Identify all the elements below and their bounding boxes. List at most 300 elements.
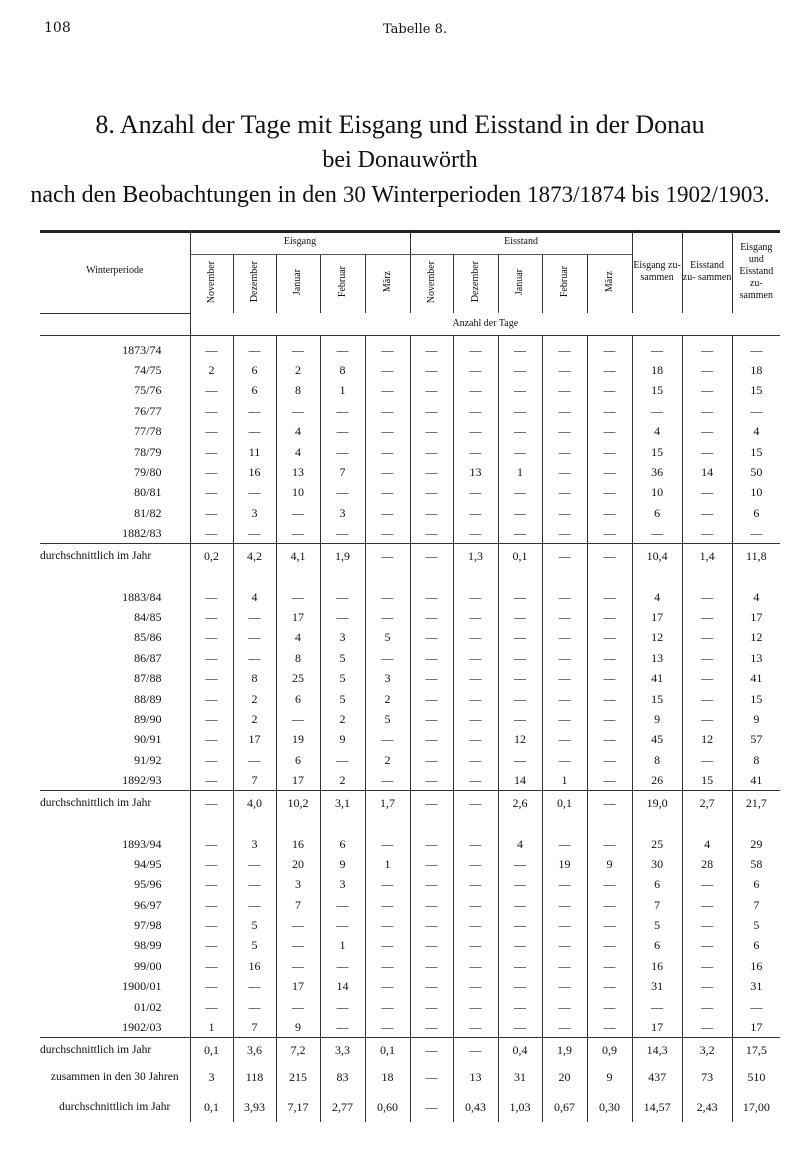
value-cell: — xyxy=(410,607,453,627)
header-both-total: Eisgang und Eisstand zu- sammen xyxy=(732,230,780,313)
value-cell: — xyxy=(542,709,587,729)
value-cell: — xyxy=(365,607,410,627)
value-cell: — xyxy=(453,607,498,627)
period-cell: 96/97 xyxy=(134,897,162,912)
value-cell: 1,4 xyxy=(682,544,732,569)
value-cell: 1 xyxy=(365,854,410,874)
value-cell: — xyxy=(498,668,542,688)
value-cell: — xyxy=(587,462,632,482)
value-cell: — xyxy=(498,482,542,502)
value-cell: 19 xyxy=(276,729,320,749)
value-cell: — xyxy=(190,709,233,729)
value-cell: — xyxy=(190,833,233,853)
value-cell: 19 xyxy=(542,854,587,874)
value-cell: 1 xyxy=(190,1017,233,1038)
value-cell: — xyxy=(587,627,632,647)
period-cell: 89/90 xyxy=(134,711,162,726)
value-cell: 7 xyxy=(320,462,365,482)
value-cell xyxy=(587,815,632,833)
value-cell: 15 xyxy=(632,441,682,461)
period-cell: 1900/01 xyxy=(122,979,162,994)
value-cell: — xyxy=(587,935,632,955)
value-cell: 9 xyxy=(632,709,682,729)
value-cell: — xyxy=(542,750,587,770)
value-cell: — xyxy=(542,380,587,400)
header-period: Winterperiode xyxy=(40,230,190,313)
value-cell: — xyxy=(682,380,732,400)
value-cell: 7,2 xyxy=(276,1038,320,1063)
value-cell: — xyxy=(587,668,632,688)
value-cell: 12 xyxy=(498,729,542,749)
value-cell: — xyxy=(410,1038,453,1063)
value-cell: 31 xyxy=(732,976,780,996)
header-eisgang-maerz xyxy=(365,255,410,314)
value-cell: 1,9 xyxy=(320,544,365,569)
value-cell: — xyxy=(453,976,498,996)
value-cell: — xyxy=(587,503,632,523)
value-cell: 0,9 xyxy=(587,1038,632,1063)
value-cell: — xyxy=(365,544,410,569)
value-cell: — xyxy=(190,874,233,894)
value-cell: — xyxy=(498,401,542,421)
value-cell: — xyxy=(365,874,410,894)
value-cell: — xyxy=(410,544,453,569)
period-cell: 85/86 xyxy=(134,630,162,645)
value-cell: 17 xyxy=(632,607,682,627)
value-cell: — xyxy=(453,729,498,749)
value-cell: — xyxy=(410,854,453,874)
value-cell: 13 xyxy=(453,1062,498,1092)
value-cell: — xyxy=(233,482,276,502)
value-cell: — xyxy=(276,503,320,523)
value-cell: 17 xyxy=(732,607,780,627)
table-row xyxy=(40,503,780,523)
value-cell: 6 xyxy=(732,503,780,523)
value-cell: — xyxy=(365,401,410,421)
value-cell: — xyxy=(276,586,320,606)
value-cell: — xyxy=(233,854,276,874)
value-cell: 10 xyxy=(276,482,320,502)
value-cell: — xyxy=(453,627,498,647)
value-cell: 4,0 xyxy=(233,791,276,816)
value-cell: 2,6 xyxy=(498,791,542,816)
value-cell: — xyxy=(542,421,587,441)
value-cell: — xyxy=(233,976,276,996)
value-cell: 15 xyxy=(732,441,780,461)
table-row xyxy=(40,586,780,606)
value-cell: 11 xyxy=(233,441,276,461)
value-cell: — xyxy=(682,482,732,502)
value-cell: — xyxy=(410,894,453,914)
value-cell: — xyxy=(587,750,632,770)
value-cell: 118 xyxy=(233,1062,276,1092)
value-cell: — xyxy=(453,709,498,729)
value-cell: 10 xyxy=(732,482,780,502)
value-cell: — xyxy=(453,1017,498,1038)
value-cell xyxy=(587,568,632,586)
value-cell: — xyxy=(587,976,632,996)
value-cell: 4 xyxy=(233,586,276,606)
value-cell: — xyxy=(632,335,682,360)
value-cell: — xyxy=(542,976,587,996)
value-cell: 17,00 xyxy=(732,1092,780,1122)
value-cell: — xyxy=(233,648,276,668)
value-cell: 16 xyxy=(732,956,780,976)
value-cell: 29 xyxy=(732,833,780,853)
month-label: November xyxy=(425,260,437,304)
value-cell: — xyxy=(365,421,410,441)
value-cell: 10 xyxy=(632,482,682,502)
value-cell: 16 xyxy=(233,956,276,976)
value-cell: 36 xyxy=(632,462,682,482)
value-cell: 12 xyxy=(632,627,682,647)
value-cell: — xyxy=(410,935,453,955)
value-cell xyxy=(233,815,276,833)
header-eisstand-november xyxy=(410,255,453,314)
value-cell: 13 xyxy=(453,462,498,482)
value-cell: — xyxy=(233,894,276,914)
value-cell: — xyxy=(410,503,453,523)
value-cell: 41 xyxy=(632,668,682,688)
month-label: März xyxy=(381,271,393,293)
value-cell: 2 xyxy=(233,688,276,708)
value-cell: 8 xyxy=(233,668,276,688)
period-cell: 1893/94 xyxy=(122,836,162,851)
value-cell: — xyxy=(682,441,732,461)
value-cell: — xyxy=(453,335,498,360)
value-cell: — xyxy=(276,935,320,955)
period-cell: 76/77 xyxy=(134,403,162,418)
value-cell: 3 xyxy=(233,833,276,853)
month-label: Dezember xyxy=(469,261,481,303)
value-cell: — xyxy=(682,360,732,380)
value-cell: — xyxy=(682,956,732,976)
value-cell: 4 xyxy=(632,586,682,606)
value-cell: — xyxy=(190,421,233,441)
value-cell: — xyxy=(587,688,632,708)
value-cell: — xyxy=(682,996,732,1016)
period-cell: 77/78 xyxy=(134,424,162,439)
value-cell: — xyxy=(682,627,732,647)
value-cell: — xyxy=(233,401,276,421)
value-cell: — xyxy=(587,894,632,914)
value-cell: — xyxy=(542,688,587,708)
value-cell xyxy=(276,815,320,833)
value-cell: 5 xyxy=(320,668,365,688)
value-cell: — xyxy=(190,854,233,874)
value-cell: 26 xyxy=(632,770,682,791)
value-cell: — xyxy=(632,523,682,544)
value-cell: — xyxy=(365,482,410,502)
value-cell: 437 xyxy=(632,1062,682,1092)
value-cell: — xyxy=(498,935,542,955)
value-cell: — xyxy=(320,401,365,421)
value-cell: — xyxy=(190,729,233,749)
value-cell xyxy=(233,568,276,586)
value-cell: — xyxy=(587,874,632,894)
value-cell: — xyxy=(453,668,498,688)
value-cell: — xyxy=(276,915,320,935)
value-cell: — xyxy=(732,335,780,360)
value-cell: 28 xyxy=(682,854,732,874)
value-cell: 7,17 xyxy=(276,1092,320,1122)
period-cell: 91/92 xyxy=(134,752,162,767)
value-cell xyxy=(190,568,233,586)
value-cell: 0,1 xyxy=(365,1038,410,1063)
table-body xyxy=(40,335,780,1122)
table-row xyxy=(40,1017,780,1038)
value-cell: 4 xyxy=(682,833,732,853)
value-cell: — xyxy=(320,523,365,544)
value-cell: — xyxy=(498,503,542,523)
period-cell: durchschnittlich im Jahr xyxy=(40,1038,190,1063)
value-cell: — xyxy=(682,1017,732,1038)
value-cell: 1 xyxy=(542,770,587,791)
value-cell: 3,2 xyxy=(682,1038,732,1063)
spacer-row xyxy=(40,568,780,586)
value-cell: 57 xyxy=(732,729,780,749)
value-cell xyxy=(453,568,498,586)
table-row xyxy=(40,627,780,647)
value-cell: — xyxy=(542,833,587,853)
header-eisstand-total: Eisstand zu- sammen xyxy=(682,230,732,313)
value-cell: — xyxy=(498,380,542,400)
value-cell: — xyxy=(542,503,587,523)
value-cell: — xyxy=(682,586,732,606)
value-cell: 16 xyxy=(632,956,682,976)
value-cell xyxy=(320,815,365,833)
value-cell: — xyxy=(190,441,233,461)
period-cell xyxy=(40,815,190,833)
value-cell: 17,5 xyxy=(732,1038,780,1063)
value-cell: 13 xyxy=(732,648,780,668)
value-cell: 20 xyxy=(276,854,320,874)
value-cell: — xyxy=(365,335,410,360)
value-cell: — xyxy=(365,770,410,791)
month-label: März xyxy=(603,271,615,293)
period-cell: 80/81 xyxy=(134,485,162,500)
value-cell: — xyxy=(453,1038,498,1063)
value-cell: 15 xyxy=(682,770,732,791)
value-cell: — xyxy=(542,482,587,502)
month-label: Januar xyxy=(292,268,303,296)
value-cell: — xyxy=(453,421,498,441)
title-text-b: Winterperioden xyxy=(365,182,528,208)
value-cell: — xyxy=(453,894,498,914)
period-cell: 88/89 xyxy=(134,691,162,706)
value-cell: — xyxy=(410,996,453,1016)
value-cell: — xyxy=(498,750,542,770)
value-cell: 17 xyxy=(276,607,320,627)
value-cell: — xyxy=(453,791,498,816)
value-cell: 3,3 xyxy=(320,1038,365,1063)
value-cell: 8 xyxy=(632,750,682,770)
value-cell: — xyxy=(233,607,276,627)
table-row xyxy=(40,421,780,441)
value-cell: 1 xyxy=(320,380,365,400)
period-cell: 1902/03 xyxy=(122,1020,162,1035)
value-cell: — xyxy=(410,462,453,482)
value-cell: 8 xyxy=(276,648,320,668)
value-cell: 2 xyxy=(320,770,365,791)
value-cell: — xyxy=(453,688,498,708)
value-cell: — xyxy=(498,874,542,894)
value-cell: 4,1 xyxy=(276,544,320,569)
value-cell: — xyxy=(453,770,498,791)
value-cell: — xyxy=(542,648,587,668)
value-cell: — xyxy=(498,360,542,380)
table-row xyxy=(40,441,780,461)
value-cell: — xyxy=(498,648,542,668)
value-cell: 9 xyxy=(320,729,365,749)
value-cell: — xyxy=(498,894,542,914)
value-cell: — xyxy=(365,503,410,523)
value-cell: — xyxy=(587,770,632,791)
table-row xyxy=(40,462,780,482)
value-cell: — xyxy=(682,915,732,935)
value-cell: — xyxy=(498,441,542,461)
value-cell: 215 xyxy=(276,1062,320,1092)
value-cell: — xyxy=(542,360,587,380)
value-cell: — xyxy=(498,586,542,606)
value-cell: 1,7 xyxy=(365,791,410,816)
header-eisgang-november xyxy=(190,255,233,314)
table-row xyxy=(40,894,780,914)
value-cell: — xyxy=(410,401,453,421)
value-cell: 4 xyxy=(498,833,542,853)
value-cell: — xyxy=(410,586,453,606)
value-cell: — xyxy=(320,441,365,461)
value-cell: — xyxy=(587,360,632,380)
title-text-d: bis xyxy=(625,182,666,208)
value-cell: — xyxy=(233,421,276,441)
value-cell: — xyxy=(190,956,233,976)
value-cell: — xyxy=(498,854,542,874)
value-cell: — xyxy=(233,750,276,770)
value-cell: 16 xyxy=(233,462,276,482)
value-cell: 12 xyxy=(682,729,732,749)
value-cell: — xyxy=(498,688,542,708)
value-cell: — xyxy=(542,915,587,935)
value-cell: — xyxy=(410,709,453,729)
value-cell: 1,9 xyxy=(542,1038,587,1063)
value-cell: 3,1 xyxy=(320,791,365,816)
value-cell: — xyxy=(453,854,498,874)
table-title-line-3 xyxy=(0,182,800,209)
value-cell: 0,2 xyxy=(190,544,233,569)
period-cell: zusammen in den 30 Jahren xyxy=(50,1070,179,1083)
value-cell: — xyxy=(587,996,632,1016)
value-cell: — xyxy=(542,668,587,688)
value-cell: — xyxy=(190,915,233,935)
value-cell xyxy=(365,815,410,833)
value-cell: — xyxy=(320,482,365,502)
value-cell: — xyxy=(682,688,732,708)
value-cell: — xyxy=(587,833,632,853)
value-cell: — xyxy=(453,956,498,976)
value-cell: 9 xyxy=(587,1062,632,1092)
period-cell: 79/80 xyxy=(134,465,162,480)
value-cell: — xyxy=(410,668,453,688)
value-cell: — xyxy=(453,360,498,380)
header-eisgang-februar xyxy=(320,255,365,314)
value-cell: — xyxy=(410,770,453,791)
value-cell: — xyxy=(276,401,320,421)
value-cell: — xyxy=(410,976,453,996)
value-cell: 6 xyxy=(276,750,320,770)
summary-row xyxy=(40,1092,780,1122)
value-cell xyxy=(498,568,542,586)
value-cell: — xyxy=(410,648,453,668)
value-cell: 5 xyxy=(365,709,410,729)
value-cell: — xyxy=(542,523,587,544)
value-cell: — xyxy=(190,586,233,606)
value-cell: — xyxy=(365,523,410,544)
value-cell xyxy=(410,815,453,833)
header-eisstand-dezember xyxy=(453,255,498,314)
value-cell: — xyxy=(233,874,276,894)
value-cell: — xyxy=(410,380,453,400)
value-cell xyxy=(542,568,587,586)
value-cell: — xyxy=(190,503,233,523)
value-cell: 6 xyxy=(632,874,682,894)
summary-row xyxy=(40,1062,780,1092)
value-cell: 13 xyxy=(632,648,682,668)
value-cell: 6 xyxy=(233,360,276,380)
value-cell: 30 xyxy=(632,854,682,874)
period-cell: 99/00 xyxy=(134,958,162,973)
value-cell: 50 xyxy=(732,462,780,482)
value-cell: — xyxy=(410,1062,453,1092)
value-cell: — xyxy=(682,401,732,421)
value-cell: — xyxy=(365,360,410,380)
value-cell: — xyxy=(587,421,632,441)
period-cell xyxy=(40,568,190,586)
value-cell: — xyxy=(365,380,410,400)
value-cell: 0,30 xyxy=(587,1092,632,1122)
value-cell: — xyxy=(410,750,453,770)
value-cell: 12 xyxy=(732,627,780,647)
value-cell: — xyxy=(190,401,233,421)
value-cell: — xyxy=(190,791,233,816)
value-cell: 14,57 xyxy=(632,1092,682,1122)
value-cell: 16 xyxy=(276,833,320,853)
value-cell xyxy=(732,815,780,833)
value-cell: — xyxy=(410,688,453,708)
value-cell: 0,67 xyxy=(542,1092,587,1122)
value-cell: — xyxy=(682,607,732,627)
value-cell: 6 xyxy=(732,874,780,894)
month-label: Januar xyxy=(514,268,526,296)
value-cell: — xyxy=(365,894,410,914)
value-cell: 6 xyxy=(732,935,780,955)
value-cell: 18 xyxy=(632,360,682,380)
table-row xyxy=(40,935,780,955)
value-cell: 1,03 xyxy=(498,1092,542,1122)
value-cell: 3 xyxy=(233,503,276,523)
ice-days-table xyxy=(40,230,780,1122)
value-cell: — xyxy=(190,770,233,791)
period-cell: 87/88 xyxy=(134,671,162,686)
value-cell: — xyxy=(453,874,498,894)
value-cell: — xyxy=(233,335,276,360)
value-cell: 7 xyxy=(233,770,276,791)
value-cell: 14 xyxy=(320,976,365,996)
value-cell: 0,1 xyxy=(542,791,587,816)
value-cell xyxy=(732,568,780,586)
value-cell: — xyxy=(410,729,453,749)
value-cell: 18 xyxy=(732,360,780,380)
